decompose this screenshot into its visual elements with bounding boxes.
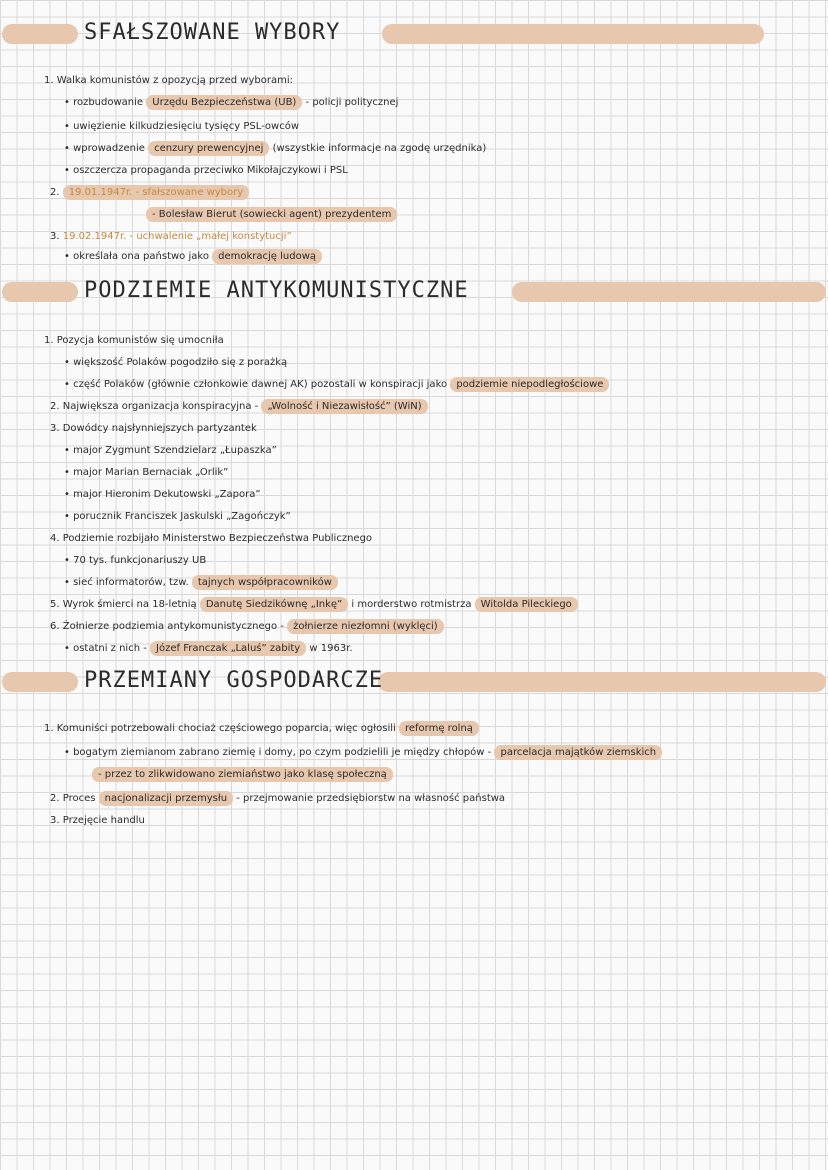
- line-s3-b2: [92, 768, 393, 782]
- highlight: Urzędu Bezpieczeństwa (UB): [146, 95, 302, 110]
- line-s2-i4: 4. Podziemie rozbijało Ministerstwo Bezpieczeństwa Publicznego: [50, 533, 373, 544]
- heading-bar-left: [2, 672, 78, 692]
- text: (wszystkie informacje na zgodę urzędnika): [272, 143, 487, 154]
- text: większość Polaków pogodziło się z porażką: [73, 357, 288, 368]
- line-s1-b1: • rozbudowanie Urzędu Bezpieczeństwa (UB) - policji politycznej: [64, 97, 399, 108]
- line-s2-b9: • ostatni z nich - Józef Franczak „Laluś” zabity w 1963r.: [64, 643, 353, 654]
- text: - przejmowanie przedsiębiorstw na własność państwa: [236, 793, 506, 804]
- highlight: żołnierze niezłomni (wyklęci): [287, 619, 444, 634]
- line-s1-b2: • uwięzienie kilkudziesięciu tysięcy PSL-owców: [64, 121, 300, 132]
- highlight: Danutę Siedzikównę „Inkę”: [200, 597, 348, 612]
- highlight: nacjonalizacji przemysłu: [99, 791, 233, 806]
- section-title-economy: PRZEMIANY GOSPODARCZE: [84, 668, 384, 693]
- highlight: tajnych współpracowników: [192, 575, 338, 590]
- num: 3.: [50, 231, 60, 242]
- text: rozbudowanie: [73, 97, 144, 108]
- highlight: podziemie niepodległościowe: [450, 377, 609, 392]
- text: 70 tys. funkcjonariuszy UB: [73, 555, 207, 566]
- text: określała ona państwo jako: [73, 251, 209, 262]
- line-s2-i3: 3. Dowódcy najsłynniejszych partyzantek: [50, 423, 257, 434]
- highlight: parcelacja majątków ziemskich: [494, 745, 662, 760]
- text: major Zygmunt Szendzielarz „Łupaszka”: [73, 445, 277, 456]
- line-s2-i6: [50, 620, 444, 634]
- line-s2-b3: • major Zygmunt Szendzielarz „Łupaszka”: [64, 445, 277, 456]
- text: sieć informatorów, tzw.: [73, 577, 189, 588]
- highlight: 19.01.1947r. - sfałszowane wybory: [63, 185, 249, 200]
- section-title-elections: SFAŁSZOWANE WYBORY: [84, 20, 341, 45]
- highlight: demokrację ludową: [212, 249, 322, 264]
- line-s3-b1: • bogatym ziemianom zabrano ziemię i domy, po czym podzielili je między chłopów - parcelacja majątków ziemskich: [64, 746, 662, 760]
- highlight: Józef Franczak „Laluś” zabity: [150, 641, 306, 656]
- line-s2-i5: [50, 598, 578, 612]
- line-s1-i1: 1. Walka komunistów z opozycją przed wyborami:: [44, 75, 293, 86]
- line-s1-i2: [50, 186, 249, 200]
- text: major Hieronim Dekutowski „Zapora”: [73, 489, 261, 500]
- text: 2. Największa organizacja konspiracyjna -: [50, 401, 259, 412]
- text: 5. Wyrok śmierci na 18-letnią: [50, 599, 197, 610]
- text: w 1963r.: [309, 643, 353, 654]
- text: - policji politycznej: [305, 97, 399, 108]
- text: uwięzienie kilkudziesięciu tysięcy PSL-owców: [73, 121, 300, 132]
- highlight: 19.02.1947r. - uchwalenie „małej konstytucji”: [62, 231, 292, 242]
- highlight: Witolda Pileckiego: [475, 597, 578, 612]
- heading-bar-left: [2, 24, 78, 44]
- heading-bar-right: [512, 282, 826, 302]
- highlight: - przez to zlikwidowano ziemiaństwo jako klasę społeczną: [92, 767, 393, 782]
- line-s1-i2c: [146, 208, 397, 222]
- line-s2-b5: • major Hieronim Dekutowski „Zapora”: [64, 489, 261, 500]
- text: 6. Żołnierze podziemia antykomunistycznego -: [50, 621, 284, 632]
- line-s2-b7: • 70 tys. funkcjonariuszy UB: [64, 555, 207, 566]
- text: oszczercza propaganda przeciwko Mikołajczykowi i PSL: [73, 165, 348, 176]
- line-s2-b2: • część Polaków (głównie członkowie dawnej AK) pozostali w konspiracji jako podziemie niepodległościowe: [64, 378, 609, 392]
- text: i morderstwo rotmistrza: [351, 599, 472, 610]
- text: major Marian Bernaciak „Orlik”: [73, 467, 229, 478]
- text: 2. Proces: [50, 793, 96, 804]
- line-s3-i3: 3. Przejęcie handlu: [50, 815, 145, 826]
- line-s1-b4: • oszczercza propaganda przeciwko Mikołajczykowi i PSL: [64, 165, 348, 176]
- highlight: „Wolność i Niezawisłość” (WiN): [261, 399, 427, 414]
- line-s1-b5: • określała ona państwo jako demokrację ludową: [64, 250, 322, 264]
- line-s2-b8: • sieć informatorów, tzw. tajnych współpracowników: [64, 576, 338, 590]
- text: część Polaków (głównie członkowie dawnej AK) pozostali w konspiracji jako: [73, 379, 448, 390]
- text: bogatym ziemianom zabrano ziemię i domy, po czym podzielili je między chłopów -: [73, 747, 492, 758]
- line-s2-i2: [50, 400, 428, 414]
- text: ostatni z nich -: [73, 643, 147, 654]
- line-s2-b1: • większość Polaków pogodziło się z porażką: [64, 357, 288, 368]
- line-s3-i1: [44, 722, 479, 736]
- highlight: reformę rolną: [399, 721, 479, 736]
- line-s2-b6: • porucznik Franciszek Jaskulski „Zagończyk”: [64, 511, 291, 522]
- section-title-underground: PODZIEMIE ANTYKOMUNISTYCZNE: [84, 278, 469, 303]
- line-s3-i2: [50, 792, 505, 806]
- text: porucznik Franciszek Jaskulski „Zagończyk”: [73, 511, 291, 522]
- line-s2-i1: 1. Pozycja komunistów się umocniła: [44, 335, 224, 346]
- line-s2-b4: • major Marian Bernaciak „Orlik”: [64, 467, 229, 478]
- heading-bar-left: [2, 282, 78, 302]
- heading-bar-right: [378, 672, 826, 692]
- text: wprowadzenie: [73, 143, 145, 154]
- text: 1. Komuniści potrzebowali chociaż częściowego poparcia, więc ogłosili: [44, 723, 396, 734]
- num: 2.: [50, 187, 60, 198]
- line-s1-i3: [50, 230, 292, 244]
- highlight: - Bolesław Bierut (sowiecki agent) prezydentem: [146, 207, 397, 222]
- heading-bar-right: [382, 24, 764, 44]
- line-s1-b3: • wprowadzenie cenzury prewencyjnej (wszystkie informacje na zgodę urzędnika): [64, 143, 487, 154]
- highlight: cenzury prewencyjnej: [148, 141, 269, 156]
